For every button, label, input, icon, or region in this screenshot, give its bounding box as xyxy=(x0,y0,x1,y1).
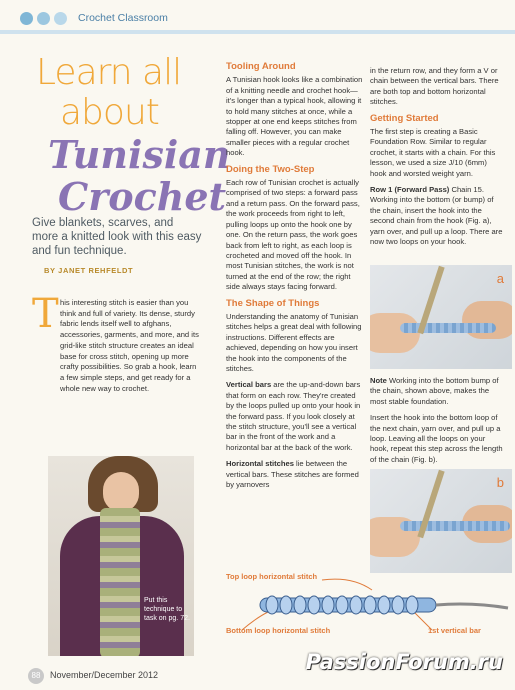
drop-cap: T xyxy=(32,291,59,337)
diagram-bottom-label: Bottom loop horizontal stitch xyxy=(226,626,331,635)
title-line-3: Tunisian xyxy=(48,132,231,177)
header-dot-icon xyxy=(20,12,33,25)
model-face xyxy=(103,472,139,512)
intro-paragraph xyxy=(32,298,202,394)
photo-caption: Put this technique to task on pg. 72. xyxy=(144,597,190,622)
getting-started-text: The first step is creating a Basic Foundation Row. Similar to regular crochet, it starts with a chain. For this lesson, we used a size J/10 (6mm) hook and worsted weight yarn. xyxy=(370,127,496,178)
subtitle: Give blankets, scarves, and more a knitted look with this easy and fun technique. xyxy=(32,217,202,257)
diagram-top-label: Top loop horizontal stitch xyxy=(226,572,318,581)
stitch-diagram xyxy=(222,572,512,642)
shape-text: Understanding the anatomy of Tunisian stitches helps a great deal with following instructions. Different effects are achieved, depending on how you insert the hook into the components of the stitches. xyxy=(226,311,362,373)
horizontal-stitches-paragraph xyxy=(226,459,364,490)
yarn-loops xyxy=(400,521,510,531)
right-column-middle xyxy=(370,376,504,471)
yarn-chain xyxy=(400,323,496,333)
horizontal-stitches-label: Horizontal stitches xyxy=(226,459,294,469)
vertical-bars-label: Vertical bars xyxy=(226,380,272,390)
header-dot-icon xyxy=(54,12,67,25)
page-number: 88 xyxy=(28,668,44,684)
diagram-first-bar-label: 1st vertical bar xyxy=(428,626,481,635)
continued-text: in the return row, and they form a V or chain between the vertical bars. There are both top and bottom horizontal stitches. xyxy=(370,66,499,107)
byline: BY JANET REHFELDT xyxy=(44,266,134,275)
two-step-text: Each row of Tunisian crochet is actually comprised of two steps: a forward pass and a return pass. On the forward pass, the work proceeds from right to left, pulling loops up onto the hook one by one. On the return pass, the work goes back from left to right, as each loop is crocheted and moved off the hook. In most Tunisian stitches, the work is not turned at the end of the row; the right side always stays facing forward. xyxy=(226,178,360,292)
tooling-text: A Tunisian hook looks like a combination of a knitting needle and crochet hook—it's longer than a typical hook, allowing it to hold many stitches at once, while a stopper at one end keeps stitches from falling off. However, you can make smaller pieces with a regular crochet hook. xyxy=(226,75,363,158)
vertical-bars-paragraph xyxy=(226,380,364,453)
title-line-4: Crochet xyxy=(58,174,227,219)
note-label: Note xyxy=(370,376,387,385)
figure-b-photo xyxy=(370,469,512,573)
figure-a-label: a xyxy=(496,271,504,286)
header-dot-icon xyxy=(37,12,50,25)
heading-tooling: Tooling Around xyxy=(226,61,296,72)
horizontal-stitches-text: lie between the vertical bars. These stitches are formed by yarnovers xyxy=(226,459,359,490)
intro-text: his interesting stitch is easier than you think and full of variety. Its dense, sturdy fabric lends itself well to afghans, accessories, garments, and more, and its grid-like stitch structure creates an ideal base for cross stitch, opening up more crafty possibilities. So grab a hook, learn a few simple steps, and get ready for a whole new way to crochet. xyxy=(60,298,199,393)
model-photo xyxy=(48,456,194,656)
right-column-top xyxy=(370,66,504,254)
figure-a-photo xyxy=(370,265,512,369)
watermark: PassionForum.ru xyxy=(305,650,503,674)
tunisian-scarf xyxy=(100,508,140,656)
heading-two-step: Doing the Two-Step xyxy=(226,163,315,175)
heading-getting-started: Getting Started xyxy=(370,112,439,124)
figure-b-label: b xyxy=(496,475,504,490)
left-hand xyxy=(370,313,420,353)
issue-date: November/December 2012 xyxy=(50,670,159,680)
row1-text: Chain 15. Working into the bottom (or bump) of the chain, insert the hook into the second chain from the hook (Fig. a), yarn over, and pull up a loop. There are now two loops on your hook. xyxy=(370,185,503,247)
row1-label: Row 1 (Forward Pass) xyxy=(370,185,450,195)
heading-shape: The Shape of Things xyxy=(226,297,320,309)
middle-column xyxy=(226,62,364,496)
row1-paragraph xyxy=(370,185,504,247)
header-dots xyxy=(20,12,67,25)
right-hand xyxy=(462,301,512,339)
title-line-2: about xyxy=(60,92,159,133)
section-label: Crochet Classroom xyxy=(78,12,168,24)
header-rule xyxy=(0,30,515,34)
title-line-1: Learn all xyxy=(36,52,182,93)
vertical-bars-text: are the up-and-down bars that form on each row. They're created by the loops pulled up onto your hook in the forward pass. If you look closely at the stitch structure, you'll see a vertical bar in the front of the work and a horizontal bar at the back of the work. xyxy=(226,380,361,452)
note-text: Working into the bottom bump of the chain, shown above, makes the most stable foundation. xyxy=(370,376,499,406)
insert-text: Insert the hook into the bottom loop of the next chain, yarn over, and pull up a loop. Leaving all the loops on your hook, repeat this step across the length of the chain (Fig. b). xyxy=(370,413,503,464)
note-paragraph xyxy=(370,376,504,407)
